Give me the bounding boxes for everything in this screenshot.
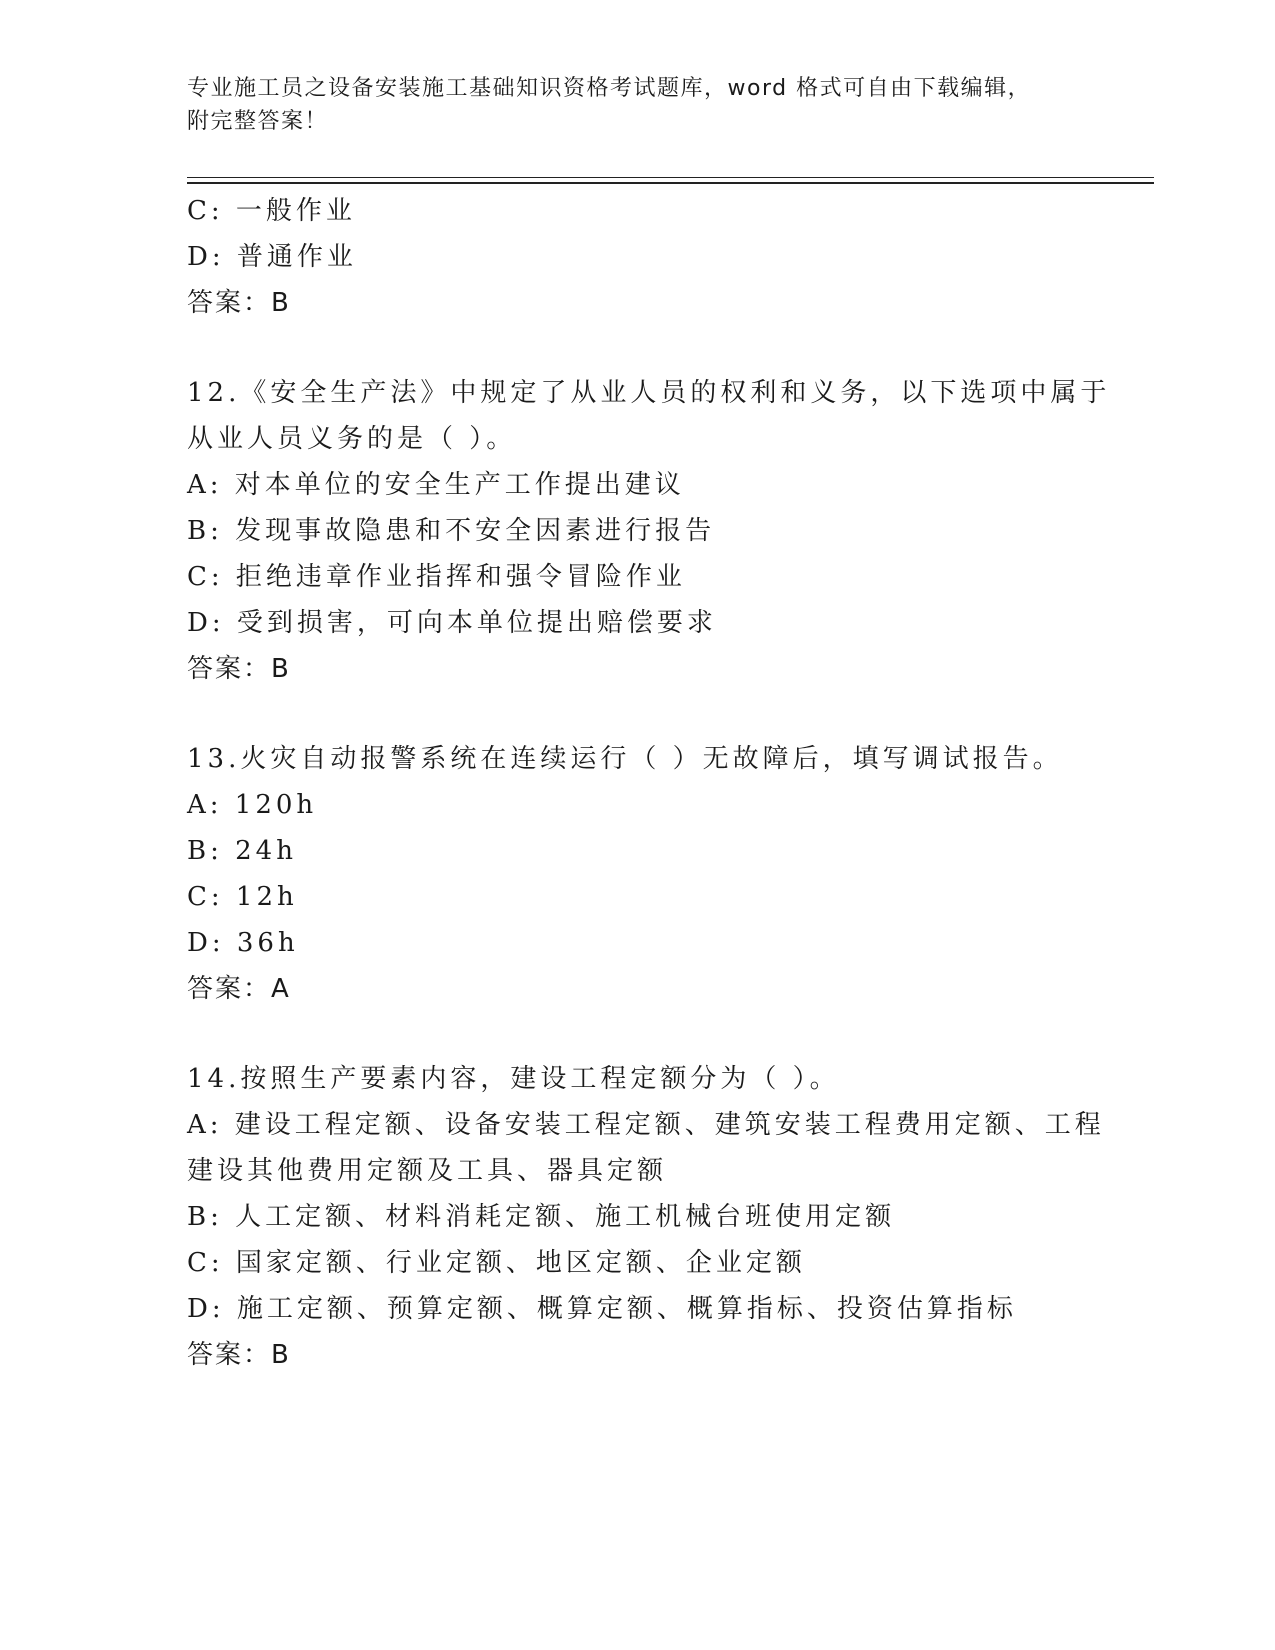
option-c: C: 12h <box>187 882 298 912</box>
spacer <box>187 326 1087 370</box>
answer: 答案：A <box>187 974 291 1004</box>
answer: 答案：B <box>187 1340 291 1370</box>
option-c: C: 一般作业 <box>187 196 356 226</box>
option-d: D: 受到损害，可向本单位提出赔偿要求 <box>187 608 717 638</box>
option-a-continued: 建设其他费用定额及工具、器具定额 <box>187 1156 668 1186</box>
option-b: B: 发现事故隐患和不安全因素进行报告 <box>187 516 716 546</box>
option-d: D: 36h <box>187 928 299 958</box>
header-line-2: 附完整答案！ <box>187 109 329 134</box>
question-text: 13.火灾自动报警系统在连续运行（ ）无故障后，填写调试报告。 <box>187 744 1063 774</box>
option-b: B: 人工定额、材料消耗定额、施工机械台班使用定额 <box>187 1202 896 1232</box>
spacer <box>187 692 1087 736</box>
option-a: A: 建设工程定额、设备安装工程定额、建筑安装工程费用定额、工程 <box>187 1110 1105 1140</box>
spacer <box>187 1012 1087 1056</box>
header-divider-thick <box>187 182 1154 184</box>
question-text: 14.按照生产要素内容，建设工程定额分为（ ）。 <box>187 1064 840 1094</box>
document-header <box>187 72 1087 138</box>
option-b: B: 24h <box>187 836 297 866</box>
question-block-11 <box>187 188 1087 326</box>
question-block-14 <box>187 1056 1105 1378</box>
header-line-1: 专业施工员之设备安装施工基础知识资格考试题库，word 格式可自由下载编辑， <box>187 76 1032 101</box>
question-list <box>187 188 1111 1378</box>
question-block-13 <box>187 736 1087 1012</box>
option-c: C: 国家定额、行业定额、地区定额、企业定额 <box>187 1248 806 1278</box>
answer: 答案：B <box>187 288 291 318</box>
answer: 答案：B <box>187 654 291 684</box>
option-d: D: 普通作业 <box>187 242 357 272</box>
option-c: C: 拒绝违章作业指挥和强令冒险作业 <box>187 562 686 592</box>
option-a: A: 120h <box>187 790 318 820</box>
question-text-continued: 从业人员义务的是（ ）。 <box>187 424 517 454</box>
question-text: 12.《安全生产法》中规定了从业人员的权利和义务，以下选项中属于 <box>187 378 1111 408</box>
header-divider-thin <box>187 177 1154 178</box>
option-d: D: 施工定额、预算定额、概算定额、概算指标、投资估算指标 <box>187 1294 1017 1324</box>
question-block-12 <box>187 370 1111 692</box>
option-a: A: 对本单位的安全生产工作提出建议 <box>187 470 685 500</box>
